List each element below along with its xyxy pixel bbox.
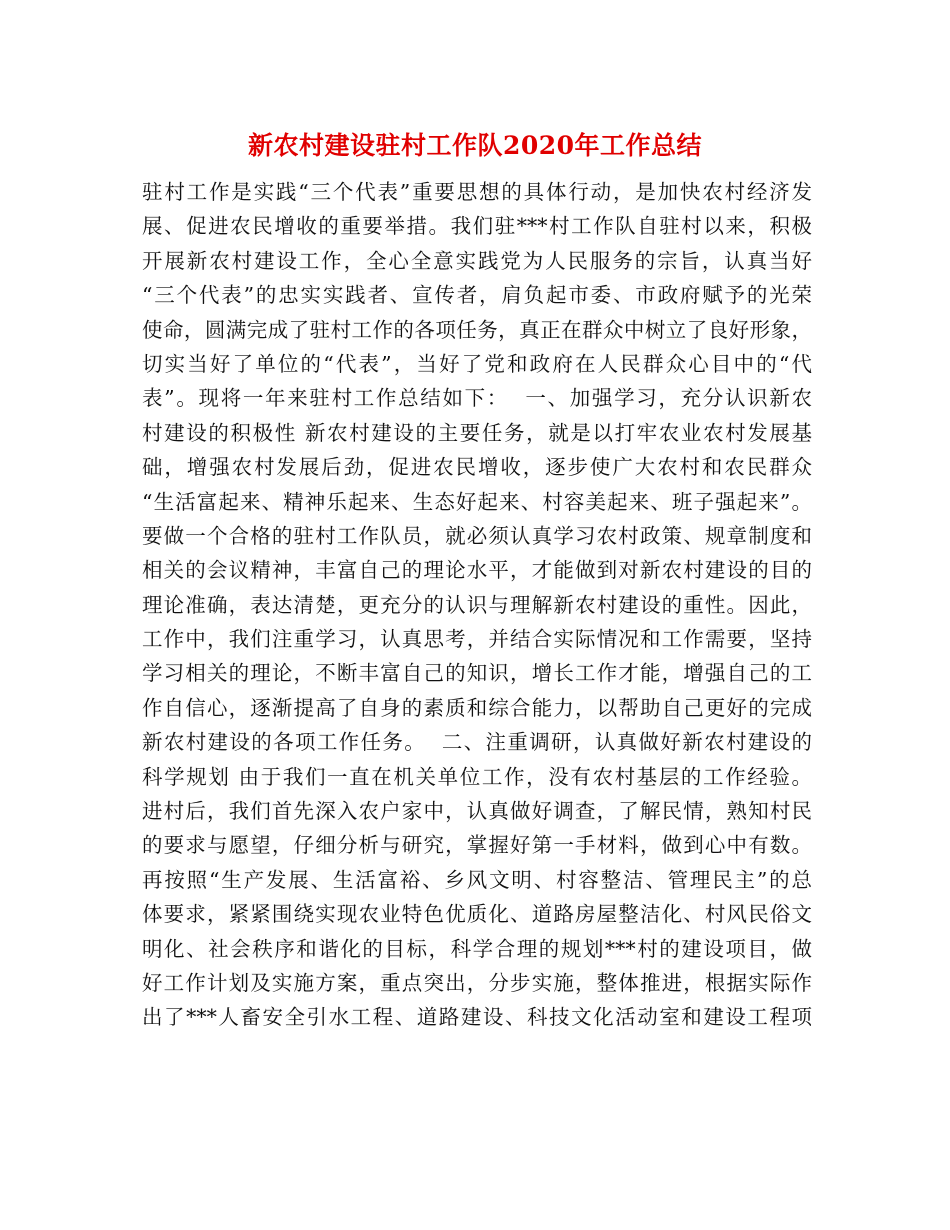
body-line: 使命，圆满完成了驻村工作的各项任务，真正在群众中树立了良好形象， [142,317,812,342]
body-line: 体要求，紧紧围绕实现农业特色优质化、道路房屋整洁化、村风民俗文 [142,902,812,927]
body-line: 开展新农村建设工作，全心全意实践党为人民服务的宗旨，认真当好 [142,248,812,273]
body-line: 好工作计划及实施方案，重点突出，分步实施，整体推进，根据实际作 [142,970,812,995]
body-line: 相关的会议精神，丰富自己的理论水平，才能做到对新农村建设的目的 [142,558,812,583]
body-line: 作自信心，逐渐提高了自身的素质和综合能力，以帮助自己更好的完成 [142,695,812,720]
body-line: 明化、社会秩序和谐化的目标，科学合理的规划***村的建设项目，做 [142,936,812,961]
body-line: 村建设的积极性 新农村建设的主要任务，就是以打牢农业农村发展基 [142,420,812,445]
body-line: 新农村建设的各项工作任务。 二、注重调研，认真做好新农村建设的 [142,730,812,755]
body-line: 表”。现将一年来驻村工作总结如下： 一、加强学习，充分认识新农 [142,386,812,411]
body-line: 理论准确，表达清楚，更充分的认识与理解新农村建设的重性。因此， [142,592,812,617]
body-line: 工作中，我们注重学习，认真思考，并结合实际情况和工作需要，坚持 [142,627,812,652]
body-line: 的要求与愿望，仔细分析与研究，掌握好第一手材料，做到心中有数。 [142,833,812,858]
body-line: 进村后，我们首先深入农户家中，认真做好调查，了解民情，熟知村民 [142,799,812,824]
body-line: “生活富起来、精神乐起来、生态好起来、村容美起来、班子强起来”。 [142,489,812,514]
body-line: “三个代表”的忠实实践者、宣传者，肩负起市委、市政府赋予的光荣 [142,283,812,308]
document-title: 新农村建设驻村工作队2020年工作总结 [247,131,703,160]
body-line: 科学规划 由于我们一直在机关单位工作，没有农村基层的工作经验。 [142,764,812,789]
body-line: 础，增强农村发展后劲，促进农民增收，逐步使广大农村和农民群众 [142,455,812,480]
body-line: 要做一个合格的驻村工作队员，就必须认真学习农村政策、规章制度和 [142,523,812,548]
body-line: 驻村工作是实践“三个代表”重要思想的具体行动，是加快农村经济发 [142,180,812,204]
body-line: 学习相关的理论，不断丰富自己的知识，增长工作才能，增强自己的工 [142,661,812,686]
document-body [142,175,812,1035]
body-line: 切实当好了单位的“代表”，当好了党和政府在人民群众心目中的“代 [142,351,812,376]
body-line: 展、促进农民增收的重要举措。我们驻***村工作队自驻村以来，积极 [142,214,812,239]
body-line: 出了***人畜安全引水工程、道路建设、科技文化活动室和建设工程项 [142,1005,812,1030]
body-line: 再按照“生产发展、生活富裕、乡风文明、村容整洁、管理民主”的总 [142,867,812,892]
